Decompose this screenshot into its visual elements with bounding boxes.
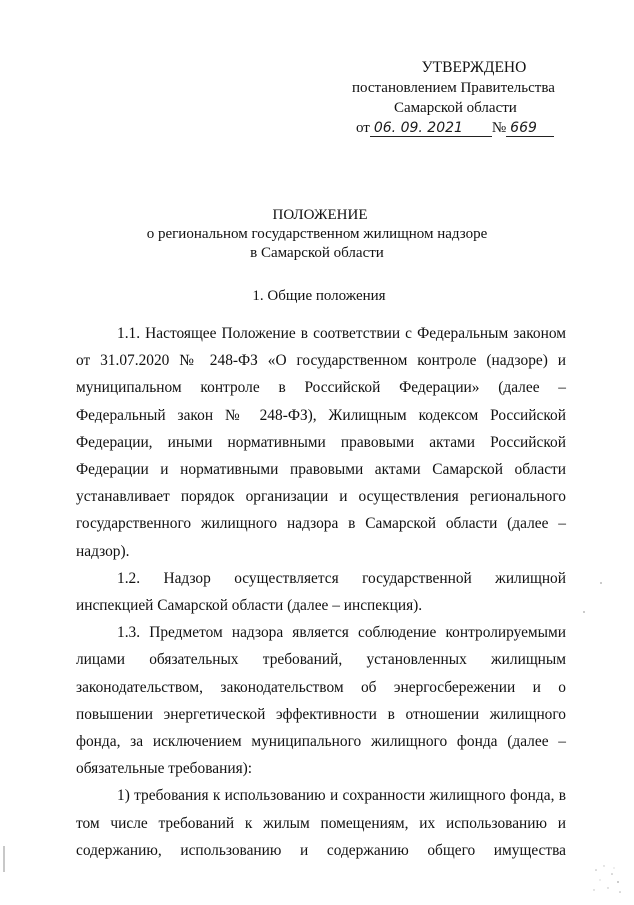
approval-date-number-line bbox=[340, 118, 580, 138]
paragraph-item-1: 1) требования к использованию и сохранности жилищного фонда, в том числе требований к жилым помещениям, их использованию и содержанию, использованию и содержанию общего имущества bbox=[76, 787, 566, 859]
approval-stamp-block bbox=[340, 58, 580, 138]
handwritten-number: 669 bbox=[506, 120, 554, 137]
date-prefix: от bbox=[356, 120, 370, 136]
paragraph-1-1: 1.1. Настоящее Положение в соответствии с Федеральным законом от 31.07.2020 № 248-ФЗ «О государственном контроле (надзоре) и муниципальном контроле в Российской Федерации» (далее – Федеральный закон № 248-ФЗ), Жилищным кодексом Российской Федерации, иными нормативными правовыми актами Российской Федерации и нормативными правовыми актами Самарской области устанавливает порядок организации и осуществления регионального государственного жилищного надзора в Самарской области (далее – надзор). bbox=[76, 325, 566, 560]
paragraph-1-2: 1.2. Надзор осуществляется государственной жилищной инспекцией Самарской области (далее – инспекция). bbox=[76, 569, 566, 615]
document-title bbox=[0, 206, 634, 263]
document-body bbox=[76, 320, 566, 864]
scan-edge-artifact bbox=[3, 846, 5, 872]
title-heading: ПОЛОЖЕНИЕ bbox=[272, 207, 368, 223]
approval-heading: УТВЕРЖДЕНО bbox=[421, 59, 527, 76]
title-region-line: в Самарской области bbox=[250, 245, 384, 261]
number-prefix: № bbox=[491, 120, 507, 136]
scan-noise-artifact bbox=[590, 862, 626, 898]
paragraph-1-3: 1.3. Предметом надзора является соблюдение контролируемыми лицами обязательных требований, установленных жилищным законодательством, законодательством об энергосбережении и о повышении энергетической эффективности в отношении жилищного фонда, за исключением муниципального жилищного фонда (далее – обязательные требования): bbox=[76, 624, 566, 778]
section-heading: 1. Общие положения bbox=[252, 288, 386, 304]
approval-region-line: Самарской области bbox=[394, 100, 517, 116]
scan-speck bbox=[600, 582, 602, 584]
approval-decree-line: постановлением Правительства bbox=[352, 80, 555, 96]
scan-speck bbox=[583, 611, 585, 613]
handwritten-date: 06. 09. 2021 bbox=[370, 120, 492, 137]
title-subject-line: о региональном государственном жилищном надзоре bbox=[146, 226, 488, 242]
